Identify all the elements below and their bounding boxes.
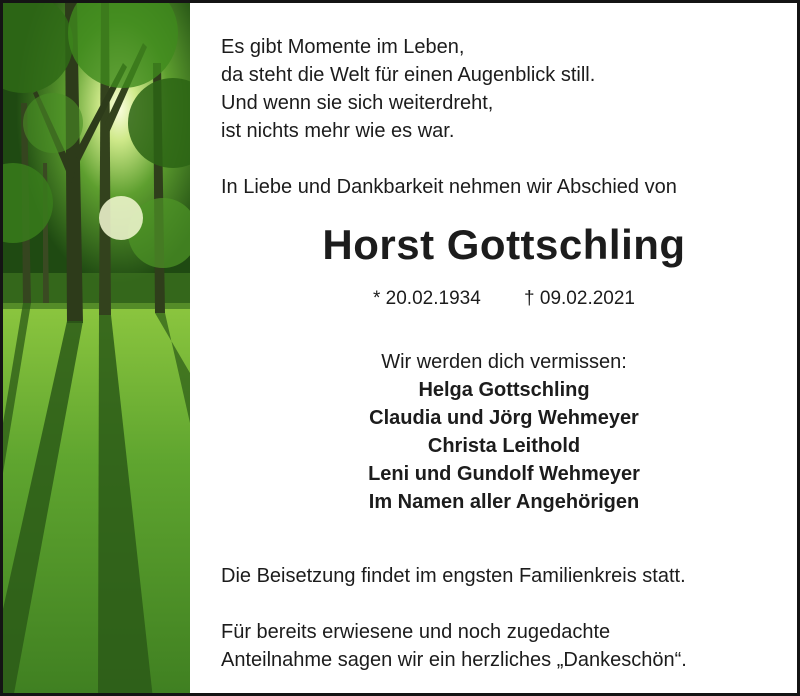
park-trees-image — [3, 3, 190, 696]
life-dates — [221, 285, 787, 313]
farewell-intro: In Liebe und Dankbarkeit nehmen wir Abschied von — [221, 176, 677, 198]
forest-photo — [3, 3, 190, 696]
poem-line: Es gibt Momente im Leben, — [221, 36, 465, 58]
birth-date: * 20.02.1934 — [373, 288, 481, 309]
thanks-note — [221, 618, 687, 674]
poem-line: ist nichts mehr wie es war. — [221, 120, 455, 142]
thanks-line: Anteilnahme sagen wir ein herzliches „Dankeschön“. — [221, 649, 687, 671]
poem-line: da steht die Welt für einen Augenblick still. — [221, 64, 596, 86]
deceased-name: Horst Gottschling — [322, 221, 686, 268]
poem-line: Und wenn sie sich weiterdreht, — [221, 92, 494, 114]
mourner-name: Leni und Gundolf Wehmeyer — [368, 463, 640, 485]
mourner-name: Claudia und Jörg Wehmeyer — [369, 407, 639, 429]
thanks-line: Für bereits erwiesene und noch zugedachte — [221, 621, 611, 643]
mourners-lead: Wir werden dich vermissen: — [381, 351, 627, 373]
mourner-name: Helga Gottschling — [418, 379, 590, 401]
burial-note: Die Beisetzung findet im engsten Familienkreis statt. — [221, 565, 686, 587]
mourners-list — [221, 348, 787, 516]
mourner-name: Christa Leithold — [427, 435, 581, 457]
death-date: † 09.02.2021 — [524, 288, 635, 309]
mourner-name: Im Namen aller Angehörigen — [368, 491, 640, 513]
memorial-poem — [221, 33, 595, 145]
